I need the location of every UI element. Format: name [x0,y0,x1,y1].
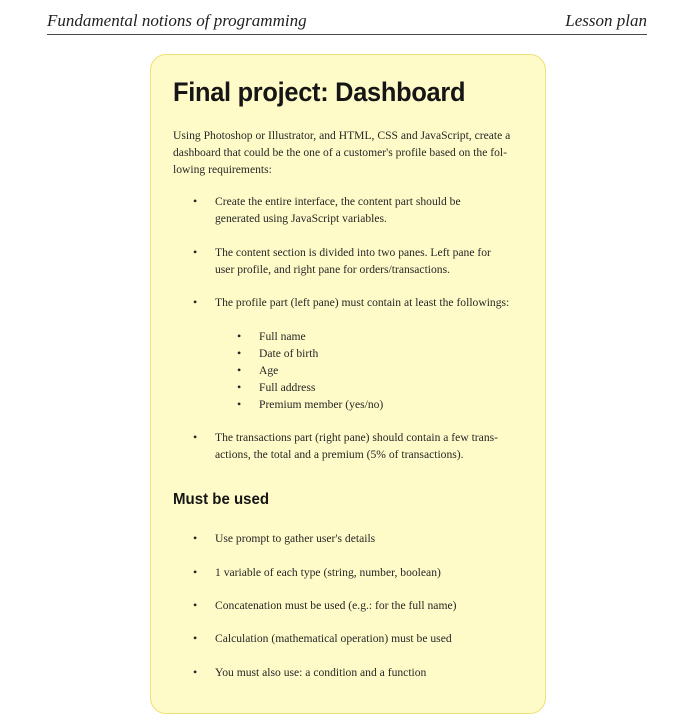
requirement-line: generated using JavaScript variables. [215,212,387,225]
profile-field: Age [259,364,279,377]
bullet-glyph: • [237,363,242,377]
must-use-text: Use prompt to gather user's details [215,532,376,545]
requirement-line: actions, the total and a premium (5% of transactions). [215,448,464,461]
profile-field: Date of birth [259,347,319,360]
project-title: Final project: Dashboard [173,77,466,107]
intro-line: dashboard that could be the one of a customer's profile based on the fol- [173,146,508,159]
bullet-glyph: • [193,565,198,579]
intro-paragraph [173,127,525,178]
bullet-glyph: • [193,665,198,679]
requirement-line: user profile, and right pane for orders/transactions. [215,263,451,276]
must-use-text: 1 variable of each type (string, number, boolean) [215,566,441,579]
profile-field: Premium member (yes/no) [259,398,384,411]
intro-line: Using Photoshop or Illustrator, and HTML, CSS and JavaScript, create a [173,129,511,142]
requirement-line: Create the entire interface, the content part should be [215,195,461,208]
project-card [150,54,546,714]
bullet-glyph: • [237,329,242,343]
must-use-text: Concatenation must be used (e.g.: for the full name) [215,599,457,612]
intro-line: lowing requirements: [173,163,272,176]
requirement-line: The transactions part (right pane) should contain a few trans- [215,431,498,444]
requirement-line: The content section is divided into two panes. Left pane for [215,246,491,259]
bullet-glyph: • [193,295,198,309]
profile-field: Full address [259,381,316,394]
bullet-glyph: • [193,245,198,259]
bullet-glyph: • [193,430,198,444]
course-title: Fundamental notions of programming [47,11,307,30]
bullet-glyph: • [193,531,198,545]
bullet-glyph: • [237,346,242,360]
must-be-used-heading: Must be used [173,491,270,508]
bullet-glyph: • [193,194,198,208]
bullet-glyph: • [237,380,242,394]
profile-field: Full name [259,330,306,343]
bullet-glyph: • [193,631,198,645]
bullet-glyph: • [237,397,242,411]
section-label: Lesson plan [565,11,647,30]
requirement-line: The profile part (left pane) must contain at least the followings: [215,296,510,309]
must-use-text: Calculation (mathematical operation) must be used [215,632,452,645]
must-use-text: You must also use: a condition and a function [215,666,427,679]
bullet-glyph: • [193,598,198,612]
running-header [47,10,647,35]
